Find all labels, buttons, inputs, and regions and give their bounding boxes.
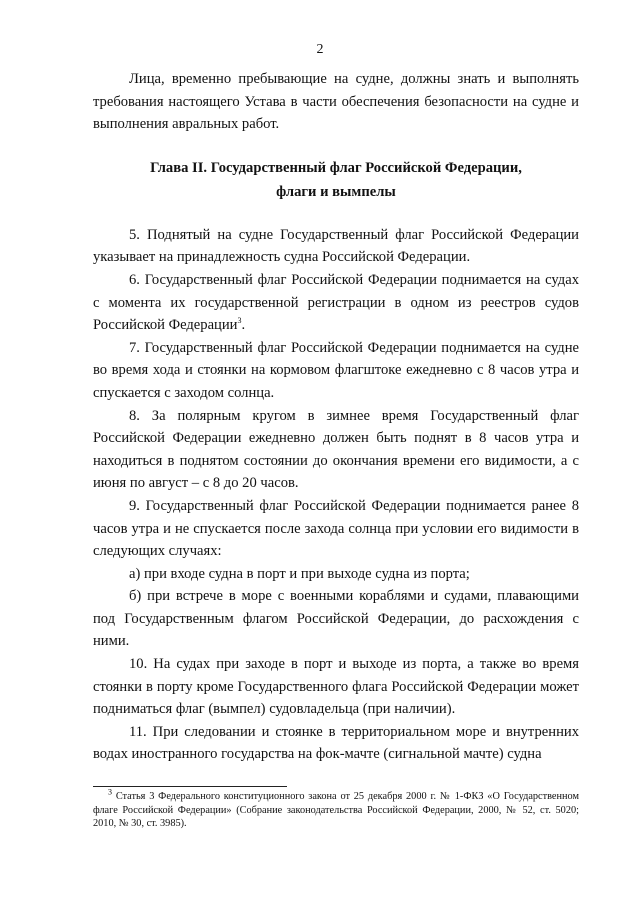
footnote-text: Статья 3 Федерального конституционного закона от 25 декабря 2000 г. № 1-ФКЗ «О Государственном флаге Российской Федерации» (Собрание законодательства Российской Федерации, 2000, № 52, ст. 5020; 2010, № 30, ст. 3985). bbox=[93, 791, 579, 829]
document-body bbox=[93, 68, 579, 766]
paragraph-9: 9. Государственный флаг Российской Федерации поднимается ранее 8 часов утра и не спускается после захода солнца при условии его видимости в следующих случаях: bbox=[93, 497, 579, 560]
footnote-mark: 3 bbox=[108, 787, 112, 797]
paragraph-9b: б) при встрече в море с военными кораблями и судами, плавающими под Государственным флагом Российской Федерации, до расхождения с ними. bbox=[93, 588, 579, 650]
paragraph-6-end: . bbox=[241, 317, 246, 334]
footnote bbox=[93, 787, 579, 831]
paragraph-9a: а) при входе судна в порт и при выходе судна из порта; bbox=[129, 565, 470, 582]
paragraph-5: 5. Поднятый на судне Государственный флаг Российской Федерации указывает на принадлежность судна Российской Федерации. bbox=[93, 226, 579, 266]
paragraph-6-text: 6. Государственный флаг Российской Федерации поднимается на судах с момента их государственной регистрации в одном из реестров судов Российской Федерации bbox=[93, 271, 579, 334]
paragraph-8: 8. За полярным кругом в зимнее время Государственный флаг Российской Федерации ежедневно должен быть поднят в 8 часов утра и находиться в поднятом состоянии до окончания времени его видимости, а с июня по август – с 8 до 20 часов. bbox=[93, 407, 579, 492]
page-number: 2 bbox=[316, 42, 324, 57]
paragraph-6 bbox=[93, 269, 579, 337]
intro-paragraph: Лица, временно пребывающие на судне, должны знать и выполнять требования настоящего Устава в части обеспечения безопасности на судне и выполнения авральных работ. bbox=[93, 71, 579, 133]
chapter-heading-line-2: флаги и вымпелы bbox=[276, 183, 396, 200]
paragraph-10: 10. На судах при заходе в порт и выходе из порта, а также во время стоянки в порту кроме Государственного флага Российской Федерации может подниматься флаг (вымпел) судовладельца (при наличии). bbox=[93, 656, 579, 718]
chapter-heading-line-1: Глава II. Государственный флаг Российской Федерации, bbox=[150, 159, 522, 176]
footnote-divider bbox=[93, 786, 287, 787]
paragraph-7: 7. Государственный флаг Российской Федерации поднимается на судне во время хода и стоянки на кормовом флагштоке ежедневно с 8 часов утра и спускается с заходом солнца. bbox=[93, 339, 579, 401]
footnote-reference: 3 bbox=[237, 316, 242, 326]
paragraph-11: 11. При следовании и стоянке в территориальном море и внутренних водах иностранного государства на фок-мачте (сигнальной мачте) судна bbox=[93, 723, 579, 763]
chapter-heading bbox=[93, 156, 579, 204]
